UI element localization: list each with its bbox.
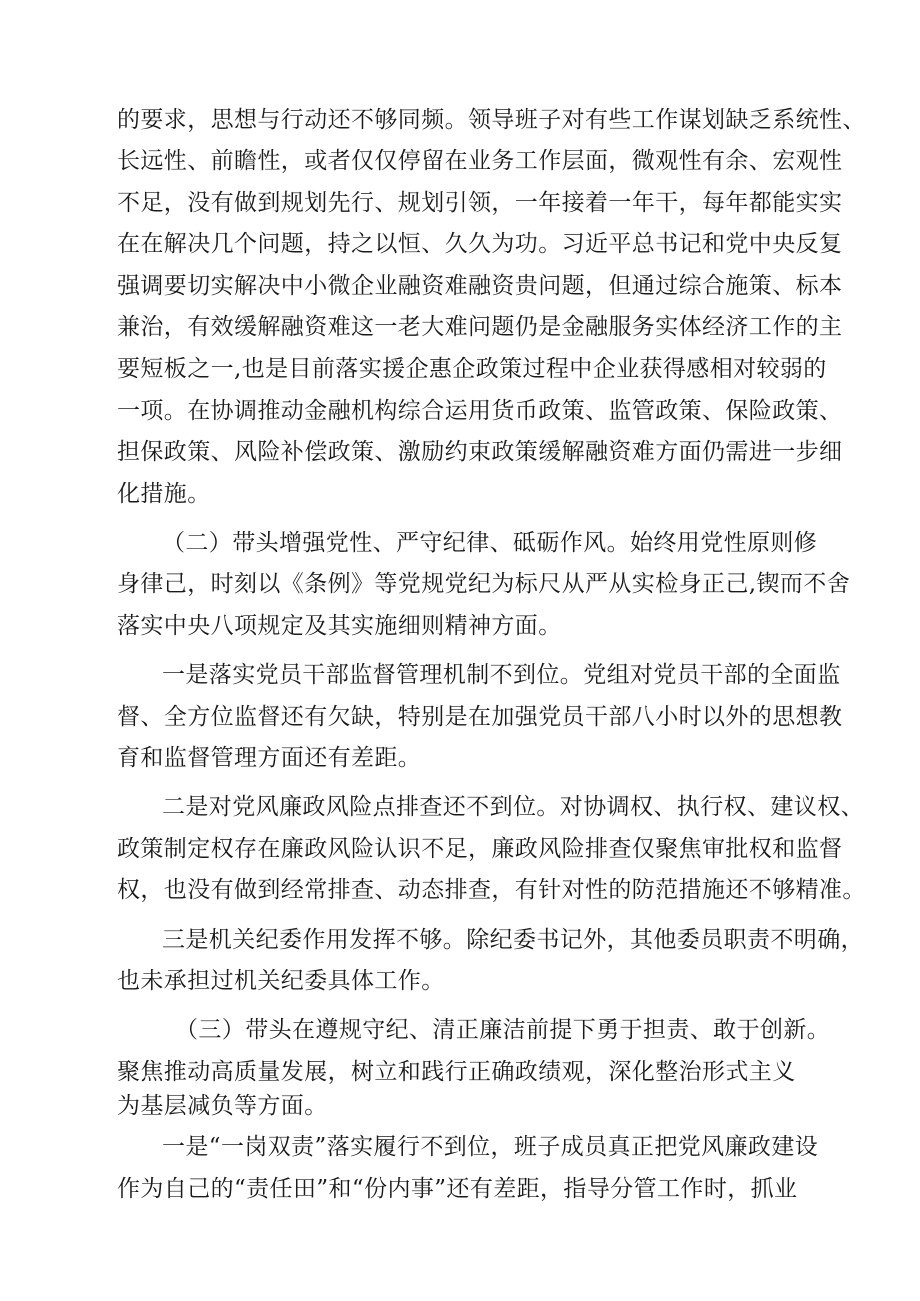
text-line: 的要求，思想与行动还不够同频。领导班子对有些工作谋划缺乏系统性、 <box>117 107 866 133</box>
text-line: 担保政策、风险补偿政策、激励约束政策缓解融资难方面仍需进一步细 <box>117 439 843 465</box>
text-line: 不足，没有做到规划先行、规划引领，一年接着一年干，每年都能实实 <box>117 190 843 216</box>
text-line: 在在解决几个问题，持之以恒、久久为功。习近平总书记和党中央反复 <box>117 231 843 257</box>
text-line: 长远性、前瞻性，或者仅仅停留在业务工作层面，微观性有余、宏观性 <box>117 148 843 174</box>
text-line: 二是对党风廉政风险点排查还不到位。对协调权、执行权、建议权、 <box>162 794 864 820</box>
section-heading-line: （二）带头增强党性、严守纪律、砥砺作风。始终用党性原则修 <box>162 530 818 556</box>
text-line: 权，也没有做到经常排查、动态排查，有针对性的防范措施还不够精准。 <box>117 877 866 903</box>
text-line: 育和监督管理方面还有差距。 <box>117 745 422 771</box>
text-line: 三是机关纪委作用发挥不够。除纪委书记外，其他委员职责不明确， <box>162 927 864 953</box>
text-line: 一项。在协调推动金融机构综合运用货币政策、监管政策、保险政策、 <box>117 398 843 424</box>
text-line: 兼治，有效缓解融资难这一老大难问题仍是金融服务实体经济工作的主 <box>117 314 843 340</box>
text-line: 政策制定权存在廉政风险认识不足，廉政风险排查仅聚焦审批权和监督 <box>117 836 843 862</box>
text-line: 聚焦推动高质量发展，树立和践行正确政绩观，深化整治形式主义 <box>117 1059 796 1085</box>
text-line: 也未承担过机关纪委具体工作。 <box>117 968 445 994</box>
text-line: 一是“一岗双责”落实履行不到位，班子成员真正把党风廉政建设 <box>162 1134 819 1160</box>
text-line: 落实中央八项规定及其实施细则精神方面。 <box>117 613 562 639</box>
text-line: 一是落实党员干部监督管理机制不到位。党组对党员干部的全面监 <box>162 662 841 688</box>
text-line: 为基层减负等方面。 <box>117 1093 328 1119</box>
text-line: 身律己，时刻以《条例》等党规党纪为标尺从严从实检身正己,锲而不舍 <box>117 571 851 597</box>
text-line: 化措施。 <box>117 481 211 507</box>
text-line: 要短板之一,也是目前落实援企惠企政策过程中企业获得感相对较弱的 <box>117 356 827 382</box>
text-line: 作为自己的“责任田”和“份内事”还有差距，指导分管工作时，抓业 <box>117 1176 798 1202</box>
text-line: 督、全方位监督还有欠缺，特别是在加强党员干部八小时以外的思想教 <box>117 704 843 730</box>
section-heading-line: （三）带头在遵规守纪、清正廉洁前提下勇于担责、敢于创新。 <box>175 1017 831 1043</box>
text-line: 强调要切实解决中小微企业融资难融资贵问题，但通过综合施策、标本 <box>117 273 843 299</box>
